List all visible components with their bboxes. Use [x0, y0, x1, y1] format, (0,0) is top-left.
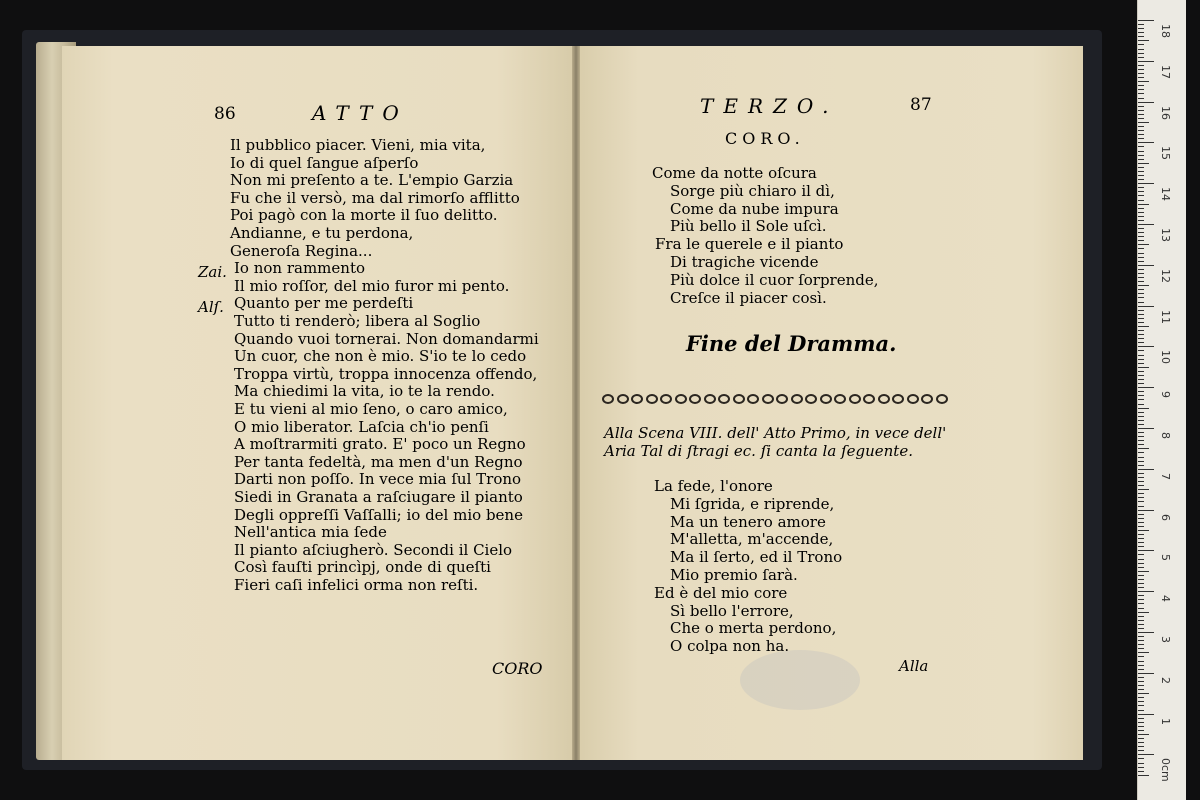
ornament-bead — [820, 394, 832, 404]
ruler-label: 12 — [1159, 268, 1172, 283]
left-text-line: Quanto per me perdeſti — [234, 294, 414, 313]
right-page-number: 87 — [910, 95, 932, 115]
ruler-tick — [1138, 616, 1144, 617]
ruler-tick — [1138, 656, 1144, 657]
ruler-tick — [1138, 473, 1144, 474]
ruler-tick — [1138, 428, 1154, 429]
ruler-tick — [1138, 216, 1144, 217]
ruler-tick — [1138, 363, 1144, 364]
ruler-tick — [1138, 420, 1144, 421]
ruler-tick — [1138, 322, 1144, 323]
ruler-tick — [1138, 306, 1154, 307]
ruler-tick — [1138, 554, 1144, 555]
ruler-tick — [1138, 387, 1154, 388]
ruler-tick — [1138, 710, 1144, 711]
ruler-tick — [1138, 44, 1144, 45]
chorus-line: Di tragiche vicende — [670, 253, 819, 271]
ruler-label: 5 — [1159, 554, 1172, 562]
note-line-2: Aria Tal di ſtragi ec. ſi canta la ſeguente. — [604, 442, 913, 460]
ruler-tick — [1138, 253, 1144, 254]
ornament-bead — [689, 394, 701, 404]
left-text-line: Degli oppreſſi Vaſſalli; io del mio bene — [234, 505, 523, 524]
ruler-tick — [1138, 138, 1144, 139]
ruler-tick — [1138, 257, 1144, 258]
book-gutter — [572, 46, 580, 760]
ruler-tick — [1138, 179, 1144, 180]
ruler-tick — [1138, 81, 1149, 82]
ruler-label: 2 — [1159, 676, 1172, 684]
ruler-tick — [1138, 673, 1154, 674]
ruler-tick — [1138, 714, 1154, 715]
ruler-tick — [1138, 440, 1144, 441]
ruler-tick — [1138, 624, 1144, 625]
chorus-line: Fra le querele e il pianto — [655, 235, 844, 254]
left-text-line: Nell'antica mia ſede — [234, 523, 387, 542]
ruler-tick — [1138, 146, 1144, 147]
ruler-tick — [1138, 730, 1144, 731]
ruler-tick — [1138, 32, 1144, 33]
left-text-line: Quando vuoi tornerai. Non domandarmi — [234, 329, 539, 348]
ruler-tick — [1138, 436, 1144, 437]
ruler-tick — [1138, 632, 1154, 633]
ornament-bead — [805, 394, 817, 404]
ruler-tick — [1138, 771, 1144, 772]
ruler-tick — [1138, 175, 1144, 176]
left-text-line: E tu vieni al mio ſeno, o caro amico, — [234, 400, 508, 418]
ornament-bead — [718, 394, 730, 404]
ruler-tick — [1138, 481, 1144, 482]
ruler-tick — [1138, 330, 1144, 331]
ruler-tick — [1138, 163, 1149, 164]
ruler-tick — [1138, 65, 1144, 66]
ruler-tick — [1138, 342, 1144, 343]
ruler-tick — [1138, 285, 1149, 286]
ruler-tick — [1138, 722, 1144, 723]
ruler-tick — [1138, 432, 1144, 433]
aria-line: Mi ſgrida, e riprende, — [670, 494, 835, 513]
ruler-label: 15 — [1159, 146, 1172, 161]
ruler-tick — [1138, 40, 1149, 41]
ruler-tick — [1138, 236, 1144, 237]
speaker-alf: Alſ. — [198, 298, 224, 316]
ruler-tick — [1138, 142, 1154, 143]
ornament-bead — [675, 394, 687, 404]
ornament-bead — [849, 394, 861, 404]
ruler-tick — [1138, 371, 1144, 372]
ruler-tick — [1138, 681, 1144, 682]
left-running-head: ATTO — [312, 101, 409, 125]
ruler-tick — [1138, 538, 1144, 539]
ruler-tick — [1138, 575, 1144, 576]
left-text-line: Generoſa Regina... — [230, 241, 373, 260]
ruler-tick — [1138, 620, 1144, 621]
ruler-tick — [1138, 685, 1144, 686]
ruler-tick — [1138, 746, 1144, 747]
ruler-tick — [1138, 187, 1144, 188]
right-catchword: Alla — [899, 657, 929, 675]
ruler-tick — [1138, 350, 1144, 351]
ruler-tick — [1138, 248, 1144, 249]
ruler-tick — [1138, 595, 1144, 596]
ornament-bead — [602, 394, 614, 404]
left-text-line: Così fauſti princìpj, onde di queſti — [234, 558, 491, 577]
ruler-tick — [1138, 195, 1144, 196]
ruler-tick — [1138, 93, 1144, 94]
ruler-tick — [1138, 567, 1144, 568]
ruler-tick — [1138, 534, 1144, 535]
ruler-tick — [1138, 204, 1149, 205]
ruler-label: 17 — [1159, 64, 1172, 79]
ruler-tick — [1138, 559, 1144, 560]
left-text-line: Non mi preſento a te. L'empio Garzia — [230, 171, 514, 190]
ruler-tick — [1138, 758, 1144, 759]
chorus-line: Più bello il Sole uſcì. — [670, 217, 827, 236]
ruler-tick — [1138, 391, 1144, 392]
ruler-tick — [1138, 636, 1144, 637]
ruler-tick — [1138, 493, 1144, 494]
aria-line: Sì bello l'errore, — [670, 601, 794, 620]
ornament-bead — [617, 394, 629, 404]
ruler-tick — [1138, 563, 1144, 564]
left-text-line: Siedi in Granata a raſciugare il pianto — [234, 488, 523, 506]
ruler-tick — [1138, 240, 1144, 241]
ruler-tick — [1138, 69, 1144, 70]
aria-line: Ed è del mio core — [654, 583, 788, 602]
aria-line: Mio premio ſarà. — [670, 566, 798, 584]
ruler-tick — [1138, 652, 1149, 653]
ornament-bead — [907, 394, 919, 404]
ruler-tick — [1138, 130, 1144, 131]
ruler-tick — [1138, 648, 1144, 649]
left-text-line: Tutto ti renderò; libera al Soglio — [234, 312, 481, 330]
ornament-bead — [791, 394, 803, 404]
ruler-tick — [1138, 754, 1154, 755]
ruler-tick — [1138, 355, 1144, 356]
ruler-tick — [1138, 183, 1154, 184]
ruler-tick — [1138, 159, 1144, 160]
ruler-label: 18 — [1159, 24, 1172, 38]
ruler-tick — [1138, 118, 1144, 119]
left-catchword: CORO — [492, 659, 543, 678]
ruler-tick — [1138, 448, 1149, 449]
left-text-line: Ma chiedimi la vita, io te la rendo. — [234, 382, 495, 401]
ruler-tick — [1138, 767, 1144, 768]
ruler-tick — [1138, 546, 1144, 547]
ruler-tick — [1138, 497, 1144, 498]
ruler-tick — [1138, 73, 1144, 74]
ruler-tick — [1138, 404, 1144, 405]
ruler-tick — [1138, 232, 1144, 233]
chorus-heading: CORO. — [725, 129, 805, 148]
ornament-bead — [631, 394, 643, 404]
ruler-tick — [1138, 750, 1144, 751]
ruler-tick — [1138, 587, 1144, 588]
ruler-tick — [1138, 542, 1144, 543]
ruler-tick — [1138, 599, 1144, 600]
ruler-label: 1 — [1159, 717, 1172, 725]
ornament-bead — [747, 394, 759, 404]
ruler-tick — [1138, 126, 1144, 127]
left-text-line: Poi pagò con la morte il ſuo delitto. — [230, 206, 498, 225]
ornament-bead — [878, 394, 890, 404]
left-text-line: Fieri caſi infelici orma non reſti. — [234, 576, 479, 594]
ruler-tick — [1138, 53, 1144, 54]
ruler-tick — [1138, 689, 1144, 690]
ruler-label: 6 — [1159, 513, 1172, 521]
ruler-tick — [1138, 77, 1144, 78]
ruler-tick — [1138, 738, 1144, 739]
ruler-tick — [1138, 603, 1144, 604]
ruler-tick — [1138, 457, 1144, 458]
ornament-bead — [863, 394, 875, 404]
ruler-tick — [1138, 489, 1149, 490]
ruler-tick — [1138, 465, 1144, 466]
ruler-tick — [1138, 501, 1144, 502]
ruler-tick — [1138, 485, 1144, 486]
ruler-tick — [1138, 297, 1144, 298]
ruler-tick — [1138, 89, 1144, 90]
ruler-label: 0cm — [1159, 758, 1172, 783]
left-text-line: Il pubblico piacer. Vieni, mia vita, — [230, 136, 486, 154]
ruler-tick — [1138, 412, 1144, 413]
library-stamp — [740, 650, 860, 710]
ruler-tick — [1138, 461, 1144, 462]
ruler-tick — [1138, 155, 1144, 156]
right-running-head: TERZO. — [700, 94, 839, 118]
ruler-tick — [1138, 191, 1144, 192]
ornament-bead — [733, 394, 745, 404]
ruler-tick — [1138, 677, 1144, 678]
ruler-tick — [1138, 289, 1144, 290]
ruler-tick — [1138, 151, 1144, 152]
ruler-tick — [1138, 665, 1144, 666]
ruler-tick — [1138, 326, 1149, 327]
ornament-bead — [936, 394, 948, 404]
ruler-tick — [1138, 20, 1154, 21]
ruler-tick — [1138, 293, 1144, 294]
ruler-tick — [1138, 61, 1154, 62]
ruler-tick — [1138, 383, 1144, 384]
ruler-label: 7 — [1159, 472, 1172, 480]
ruler-tick — [1138, 134, 1144, 135]
left-text-line: Andianne, e tu perdona, — [230, 224, 414, 242]
ruler-tick — [1138, 701, 1144, 702]
ruler-label: 9 — [1159, 391, 1172, 399]
ruler-label: 3 — [1159, 636, 1172, 643]
ruler-tick — [1138, 591, 1154, 592]
ruler-tick — [1138, 359, 1144, 360]
ruler-tick — [1138, 514, 1144, 515]
ruler-label: 10 — [1159, 350, 1172, 365]
ruler-tick — [1138, 375, 1144, 376]
ruler-tick — [1138, 628, 1144, 629]
ruler-tick — [1138, 212, 1144, 213]
chorus-line: Sorge più chiaro il dì, — [670, 181, 835, 200]
left-text-line: O mio liberator. Laſcia ch'io penſi — [234, 417, 489, 436]
ruler-tick — [1138, 122, 1149, 123]
ruler-tick — [1138, 277, 1144, 278]
aria-line: Che o merta perdono, — [670, 619, 837, 638]
ruler-tick — [1138, 379, 1144, 380]
ruler-tick — [1138, 171, 1144, 172]
ruler-tick — [1138, 763, 1144, 764]
ruler-tick — [1138, 273, 1144, 274]
ruler-tick — [1138, 261, 1144, 262]
ornament-bead — [921, 394, 933, 404]
ruler-label: 8 — [1159, 432, 1172, 439]
ruler-tick — [1138, 49, 1144, 50]
chorus-line: Più dolce il cuor ſorprende, — [670, 270, 879, 289]
ruler-tick — [1138, 669, 1144, 670]
speaker-zai: Zai. — [198, 263, 227, 281]
ruler-tick — [1138, 734, 1149, 735]
aria-line: O colpa non ha. — [670, 637, 790, 656]
ruler-tick — [1138, 367, 1149, 368]
ruler-tick — [1138, 705, 1144, 706]
aria-line: La fede, l'onore — [654, 477, 773, 495]
ornament-bead — [646, 394, 658, 404]
end-title: Fine del Dramma. — [686, 331, 897, 356]
ruler-tick — [1138, 726, 1144, 727]
ruler-tick — [1138, 742, 1144, 743]
ruler-tick — [1138, 346, 1154, 347]
ruler-tick — [1138, 102, 1154, 103]
aria-line: M'alletta, m'accende, — [670, 530, 834, 549]
ruler-tick — [1138, 244, 1149, 245]
ruler-tick — [1138, 718, 1144, 719]
ruler-tick — [1138, 36, 1144, 37]
ruler-tick — [1138, 424, 1144, 425]
ruler-tick — [1138, 338, 1144, 339]
ruler-tick — [1138, 571, 1149, 572]
left-text-line: Io di quel ſangue aſperſo — [230, 153, 419, 172]
ruler-tick — [1138, 399, 1144, 400]
ruler-tick — [1138, 314, 1144, 315]
ruler-tick — [1138, 57, 1144, 58]
ruler-tick — [1138, 110, 1144, 111]
ruler-tick — [1138, 106, 1144, 107]
ruler-tick — [1138, 28, 1144, 29]
left-text-line: Per tanta fedeltà, ma men d'un Regno — [234, 452, 523, 471]
ornament-bead — [762, 394, 774, 404]
ruler-label: 14 — [1159, 187, 1172, 202]
ruler-tick — [1138, 334, 1144, 335]
left-text-line: Io non rammento — [234, 259, 366, 278]
ornament-bead — [776, 394, 788, 404]
ruler-tick — [1138, 302, 1144, 303]
ruler-tick — [1138, 530, 1149, 531]
ruler-tick — [1138, 644, 1144, 645]
ruler-tick — [1138, 444, 1144, 445]
ruler-label: 13 — [1159, 228, 1172, 242]
left-text-line: A moſtrarmiti grato. E' poco un Regno — [234, 435, 526, 454]
measurement-ruler — [1137, 0, 1186, 800]
ruler-tick — [1138, 469, 1154, 470]
ruler-tick — [1138, 477, 1144, 478]
ornament-bead — [834, 394, 846, 404]
ruler-tick — [1138, 228, 1144, 229]
aria-line: Ma il ſerto, ed il Trono — [670, 548, 843, 567]
left-text-line: Il mio roſſor, del mio furor mi pento. — [234, 276, 510, 295]
ruler-tick — [1138, 220, 1144, 221]
ruler-tick — [1138, 522, 1144, 523]
ruler-tick — [1138, 640, 1144, 641]
ruler-tick — [1138, 281, 1144, 282]
ruler-tick — [1138, 24, 1144, 25]
ruler-tick — [1138, 85, 1144, 86]
chorus-line: Creſce il piacer così. — [670, 288, 827, 307]
ruler-tick — [1138, 526, 1144, 527]
ruler-tick — [1138, 416, 1144, 417]
ruler-tick — [1138, 224, 1154, 225]
ruler-tick — [1138, 310, 1144, 311]
ruler-tick — [1138, 579, 1144, 580]
ruler-tick — [1138, 318, 1144, 319]
left-text-line: Un cuor, che non è mio. S'io te lo cedo — [234, 347, 527, 366]
ruler-tick — [1138, 661, 1144, 662]
ornament-bead — [660, 394, 672, 404]
ruler-label: 4 — [1159, 595, 1172, 603]
ruler-label: 16 — [1159, 105, 1172, 120]
ruler-label: 11 — [1159, 309, 1172, 324]
ruler-tick — [1138, 167, 1144, 168]
left-text-line: Troppa virtù, troppa innocenza offendo, — [234, 364, 538, 383]
ruler-tick — [1138, 608, 1144, 609]
chorus-line: Come da notte oſcura — [652, 164, 817, 182]
ruler-tick — [1138, 395, 1144, 396]
chorus-line: Come da nube impura — [670, 199, 839, 218]
ruler-tick — [1138, 697, 1144, 698]
ornament-divider — [602, 391, 948, 407]
ruler-tick — [1138, 510, 1154, 511]
ruler-tick — [1138, 775, 1149, 776]
left-text-line: Il pianto aſciugherò. Secondi il Cielo — [234, 540, 513, 559]
ruler-tick — [1138, 408, 1149, 409]
ruler-tick — [1138, 98, 1144, 99]
ruler-tick — [1138, 518, 1144, 519]
ruler-tick — [1138, 693, 1149, 694]
ruler-tick — [1138, 265, 1154, 266]
ruler-tick — [1138, 208, 1144, 209]
ruler-tick — [1138, 612, 1149, 613]
ruler-tick — [1138, 114, 1144, 115]
left-page-number: 86 — [214, 104, 236, 124]
ruler-tick — [1138, 583, 1144, 584]
ruler-tick — [1138, 550, 1154, 551]
ruler-tick — [1138, 200, 1144, 201]
note-line-1: Alla Scena VIII. dell' Atto Primo, in vece dell' — [604, 424, 947, 442]
aria-line: Ma un tenero amore — [670, 512, 826, 531]
ornament-bead — [892, 394, 904, 404]
ruler-tick — [1138, 506, 1144, 507]
left-text-line: Darti non poſſo. In vece mia ſul Trono — [234, 470, 522, 489]
ornament-bead — [704, 394, 716, 404]
left-text-line: Fu che il versò, ma dal rimorſo afflitto — [230, 188, 520, 207]
ruler-tick — [1138, 269, 1144, 270]
ruler-tick — [1138, 452, 1144, 453]
